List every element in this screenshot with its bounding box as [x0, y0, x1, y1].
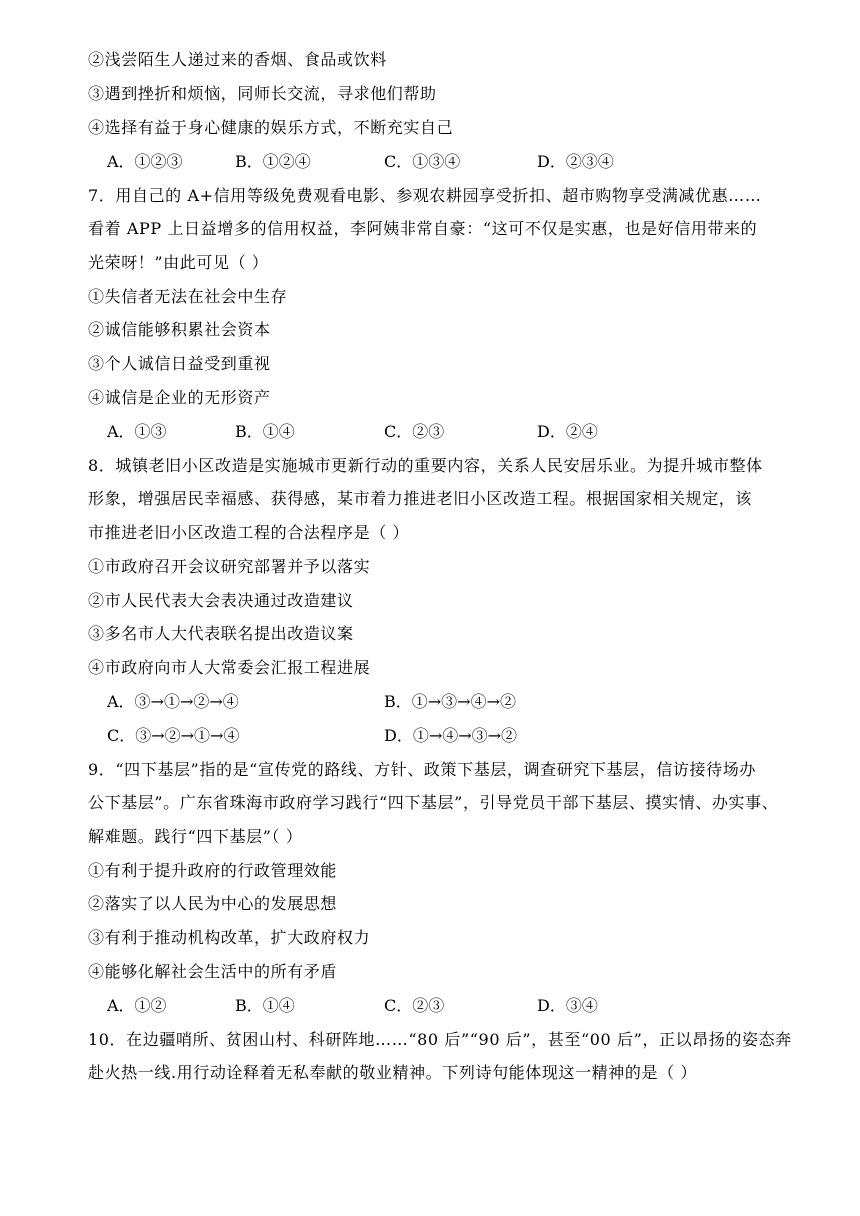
q8-option-b: B．①→③→④→② — [384, 692, 516, 711]
q9-stem-line-3: 解难题。践行“四下基层”（ ） — [88, 827, 303, 846]
q7-option-b: B．①④ — [235, 422, 295, 441]
q8-option-a: A．③→①→②→④ — [107, 692, 239, 711]
q6-option-b: B．①②④ — [235, 152, 311, 171]
q9-item-2: ②落实了以人民为中心的发展思想 — [88, 894, 338, 913]
q8-stem-line-1: 8．城镇老旧小区改造是实施城市更新行动的重要内容，关系人民安居乐业。为提升城市整体 — [88, 456, 763, 475]
q9-option-d: D．③④ — [537, 996, 598, 1015]
q7-option-d: D．②④ — [537, 422, 598, 441]
q6-item-4: ④选择有益于身心健康的娱乐方式，不断充实自己 — [88, 118, 454, 137]
q9-item-4: ④能够化解社会生活中的所有矛盾 — [88, 962, 338, 981]
q7-item-3: ③个人诚信日益受到重视 — [88, 354, 271, 373]
q6-option-c: C．①③④ — [384, 152, 461, 171]
q7-stem-line-3: 光荣呀！”由此可见（ ） — [88, 253, 269, 272]
q7-item-2: ②诚信能够积累社会资本 — [88, 320, 271, 339]
q8-option-c: C．③→②→①→④ — [107, 726, 240, 745]
q8-stem-line-2: 形象，增强居民幸福感、获得感，某市着力推进老旧小区改造工程。根据国家相关规定，该 — [88, 489, 753, 508]
q7-stem-line-2: 看着 APP 上日益增多的信用权益，李阿姨非常自豪：“这可不仅是实惠，也是好信用带来的 — [88, 219, 758, 238]
q6-option-d: D．②③④ — [537, 152, 614, 171]
q8-item-4: ④市政府向市人大常委会汇报工程进展 — [88, 658, 371, 677]
q8-option-d: D．①→④→③→② — [384, 726, 518, 745]
q9-item-1: ①有利于提升政府的行政管理效能 — [88, 861, 338, 880]
q9-option-b: B．①④ — [235, 996, 295, 1015]
q9-item-3: ③有利于推动机构改革，扩大政府权力 — [88, 928, 371, 947]
q7-item-4: ④诚信是企业的无形资产 — [88, 388, 271, 407]
q9-stem-line-1: 9．“四下基层”指的是“宣传党的路线、方针、政策下基层，调查研究下基层，信访接待场办 — [88, 760, 756, 779]
q9-option-a: A．①② — [107, 996, 167, 1015]
q9-option-c: C．②③ — [384, 996, 445, 1015]
q9-stem-line-2: 公下基层”。广东省珠海市政府学习践行“四下基层”，引导党员干部下基层、摸实情、办实事、 — [88, 793, 779, 812]
q7-item-1: ①失信者无法在社会中生存 — [88, 287, 288, 306]
q10-stem-line-1: 10．在边疆哨所、贫困山村、科研阵地……“80 后”“90 后”，甚至“00 后”，正以昂扬的姿态奔 — [88, 1030, 792, 1049]
q6-item-2: ②浅尝陌生人递过来的香烟、食品或饮料 — [88, 50, 387, 69]
q8-item-3: ③多名市人大代表联名提出改造议案 — [88, 624, 354, 643]
q6-option-a: A．①②③ — [107, 152, 183, 171]
q8-item-2: ②市人民代表大会表决通过改造建议 — [88, 591, 354, 610]
q10-stem-line-2: 赴火热一线.用行动诠释着无私奉献的敬业精神。下列诗句能体现这一精神的是（ ） — [88, 1063, 697, 1082]
q7-option-a: A．①③ — [107, 422, 167, 441]
q7-option-c: C．②③ — [384, 422, 445, 441]
q6-item-3: ③遇到挫折和烦恼，同师长交流，寻求他们帮助 — [88, 84, 437, 103]
q8-item-1: ①市政府召开会议研究部署并予以落实 — [88, 557, 371, 576]
q7-stem-line-1: 7．用自己的 A+信用等级免费观看电影、参观农耕园享受折扣、超市购物享受满减优惠…… — [88, 186, 762, 205]
q8-stem-line-3: 市推进老旧小区改造工程的合法程序是（ ） — [88, 523, 410, 542]
